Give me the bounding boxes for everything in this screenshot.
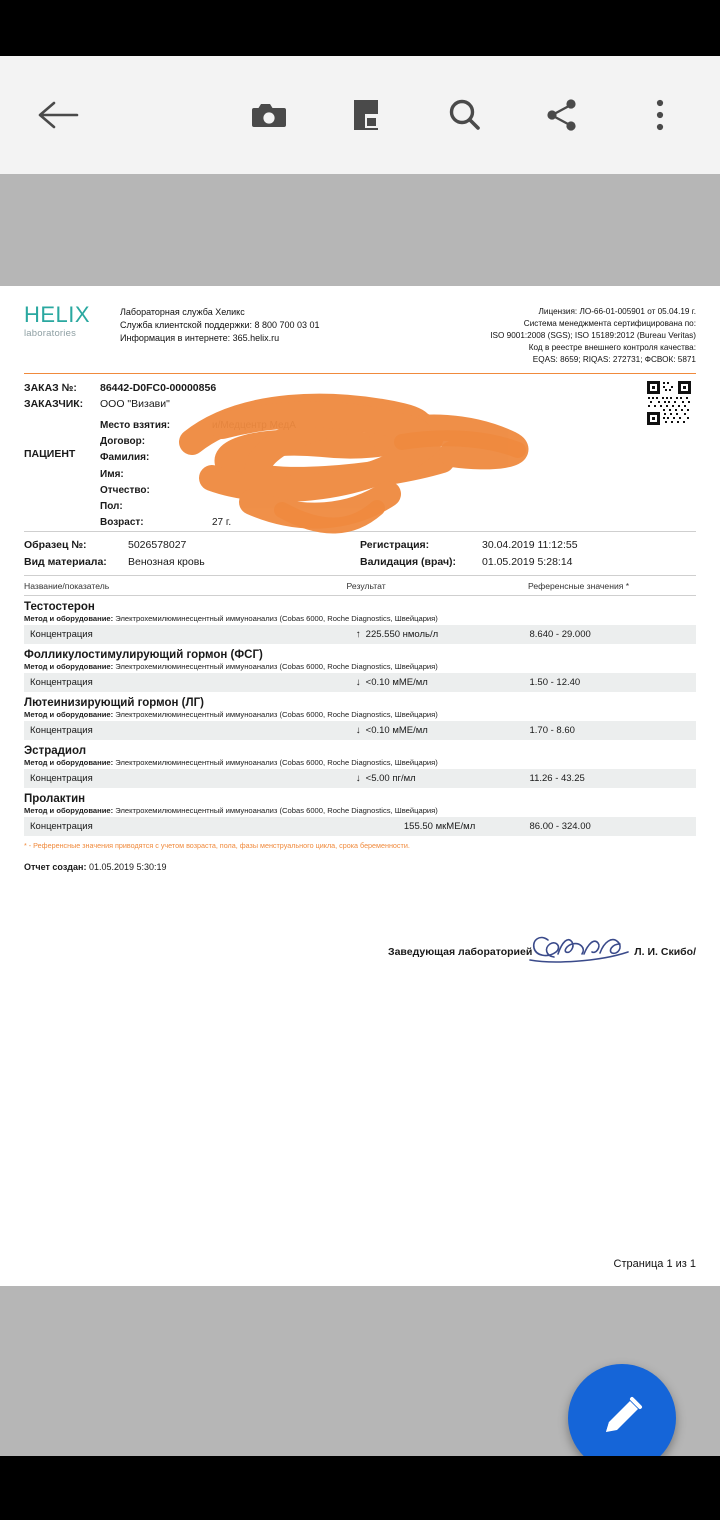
analyte-method [24, 662, 696, 673]
analyte-method-label: Метод и оборудование: [24, 613, 114, 623]
analyte-reference: 1.50 - 12.40 [529, 676, 581, 688]
patient-fields [100, 418, 696, 531]
out-of-range-arrow-down-icon: ↓ [355, 772, 361, 784]
material-label: Вид материала: [24, 556, 107, 569]
camera-icon [248, 99, 288, 131]
lab-certification-info [380, 300, 696, 365]
analyte-title: Фолликулостимулирующий гормон (ФСГ) [24, 648, 263, 661]
analyte-reference: 86.00 - 324.00 [529, 820, 591, 832]
analyte-result: <0.10 мМЕ/мл [365, 724, 428, 736]
customer-label: ЗАКАЗЧИК: [24, 398, 84, 411]
analyte-block [24, 692, 696, 740]
lab-report [0, 286, 720, 958]
cert-line-1: Система менеджмента сертифицирована по: [523, 318, 696, 328]
table-row [24, 721, 696, 740]
analyte-title: Эстрадиол [24, 744, 87, 757]
patient-field-row [100, 515, 696, 531]
sample-block [24, 532, 696, 575]
analyte-method [24, 806, 696, 817]
patient-field-key: Возраст: [100, 517, 144, 529]
patient-field-key: Пол: [100, 500, 123, 512]
patient-field-value [212, 450, 696, 466]
analyte-param: Концентрация [30, 820, 93, 832]
table-row [24, 817, 696, 836]
lab-contact-info [120, 300, 380, 345]
patient-field-row [100, 499, 696, 515]
patient-field-row [100, 450, 696, 466]
more-vertical-icon [655, 98, 665, 132]
patient-field-row [100, 434, 696, 450]
patient-field-key: Имя: [100, 468, 124, 480]
validation-row [360, 554, 696, 571]
lab-website: Информация в интернете: 365.helix.ru [120, 333, 280, 344]
signature-title: Заведующая лабораторией [388, 945, 533, 958]
camera-button[interactable] [246, 93, 290, 137]
system-navigation-bar [0, 1456, 720, 1520]
search-button[interactable] [442, 93, 486, 137]
patient-field-row [100, 483, 696, 499]
analyte-result: 155.50 мкМЕ/мл [403, 820, 476, 832]
back-button[interactable] [28, 100, 88, 130]
analyte-method [24, 614, 696, 625]
patient-field-key: Договор: [100, 436, 146, 448]
patient-field-value [212, 467, 696, 483]
results-table [24, 578, 696, 836]
pencil-edit-icon [596, 1392, 648, 1444]
analyte-method-value: Электрохемилюминесцентный иммуноанализ (Cobas 6000, Roche Diagnostics, Швейцария) [115, 757, 438, 767]
analyte-method [24, 710, 696, 721]
analyte-method-label: Метод и оборудование: [24, 661, 114, 671]
analyte-reference: 1.70 - 8.60 [529, 724, 575, 736]
patient-field-value: 27 г. [212, 517, 232, 529]
validation-label: Валидация (врач): [360, 556, 457, 569]
analyte-title: Лютеинизирующий гормон (ЛГ) [24, 696, 204, 709]
document-page[interactable] [0, 286, 720, 1286]
patient-field-value [212, 499, 696, 515]
patient-field-value [212, 483, 696, 499]
sample-number-row [24, 537, 360, 554]
analyte-block [24, 740, 696, 788]
analyte-param: Концентрация [30, 724, 93, 736]
page-number: Страница 1 из 1 [613, 1258, 696, 1270]
logo-tagline: laboratories [24, 328, 77, 339]
out-of-range-arrow-down-icon: ↓ [355, 676, 361, 688]
patient-field-row [100, 418, 696, 434]
patient-field-key: Место взятия: [100, 419, 171, 431]
customer-value: ООО "Визави" [100, 398, 170, 411]
analyte-method-label: Метод и оборудование: [24, 757, 114, 767]
analyte-method-value: Электрохемилюминесцентный иммуноанализ (Cobas 6000, Roche Diagnostics, Швейцария) [115, 805, 438, 815]
search-icon [446, 97, 482, 133]
table-row [24, 769, 696, 788]
reference-footnote: * - Референсные значения приводятся с учетом возраста, пола, фазы менструального цикла, срока беременности. [24, 840, 410, 850]
out-of-range-arrow-down-icon: ↓ [355, 724, 361, 736]
customer-row [24, 397, 696, 413]
analyte-reference: 8.640 - 29.000 [529, 628, 591, 640]
material-row [24, 554, 360, 571]
report-created-value: 01.05.2019 5:30:19 [88, 861, 167, 872]
analyte-block [24, 596, 696, 644]
analyte-method-value: Электрохемилюминесцентный иммуноанализ (Cobas 6000, Roche Diagnostics, Швейцария) [115, 661, 438, 671]
analyte-method-value: Электрохемилюминесцентный иммуноанализ (Cobas 6000, Roche Diagnostics, Швейцария) [115, 709, 438, 719]
crop-button[interactable] [344, 93, 388, 137]
analyte-method-label: Метод и оборудование: [24, 709, 114, 719]
order-number-value: 86442-D0FC0-00000856 [100, 382, 217, 395]
cert-line-2: ISO 9001:2008 (SGS); ISO 15189:2012 (Bureau Veritas) [490, 330, 696, 340]
table-row [24, 625, 696, 644]
analyte-method-label: Метод и оборудование: [24, 805, 114, 815]
quality-line-2: EQAS: 8659; RIQAS: 272731; ФСВОК: 5871 [532, 354, 696, 364]
analyte-title: Пролактин [24, 792, 86, 805]
quality-line-1: Код в реестре внешнего контроля качества: [528, 342, 696, 352]
sample-number-value: 5026578027 [128, 539, 187, 552]
analyte-reference: 11.26 - 43.25 [529, 772, 585, 784]
more-options-button[interactable] [638, 93, 682, 137]
table-row [24, 673, 696, 692]
table-header-row [24, 578, 696, 596]
sample-divider [24, 575, 696, 576]
analyte-param: Концентрация [30, 772, 93, 784]
order-patient-block [24, 374, 696, 531]
helix-logo [24, 300, 120, 339]
column-header-reference: Референсные значения * [527, 580, 630, 591]
registration-label: Регистрация: [360, 539, 430, 552]
signature-name: Л. И. Скибо/ [634, 945, 696, 958]
registration-value: 30.04.2019 11:12:55 [482, 539, 578, 552]
analyte-param: Концентрация [30, 628, 93, 640]
qr-code [646, 380, 692, 426]
app-toolbar [0, 56, 720, 174]
logo-wordmark: HELIX [24, 302, 91, 327]
patient-field-value: и/Медцентр МедА [212, 419, 296, 431]
report-created-row [24, 850, 696, 872]
validation-value: 01.05.2019 5:28:14 [482, 556, 573, 569]
analyte-title: Тестостерон [24, 600, 95, 613]
lab-name: Лабораторная служба Хеликс [120, 307, 245, 317]
share-button[interactable] [540, 93, 584, 137]
handwritten-signature-icon [528, 930, 632, 964]
analyte-result: <5.00 пг/мл [365, 772, 416, 784]
report-created-label: Отчет создан: [24, 861, 87, 872]
sample-number-label: Образец №: [24, 539, 87, 552]
analyte-method-value: Электрохемилюминесцентный иммуноанализ (Cobas 6000, Roche Diagnostics, Швейцария) [115, 613, 438, 623]
material-value: Венозная кровь [128, 556, 205, 569]
patient-label: ПАЦИЕНТ [24, 447, 76, 460]
signature-block [24, 872, 696, 958]
patient-field-value [212, 434, 696, 450]
patient-section [24, 418, 696, 531]
analyte-block [24, 788, 696, 836]
order-number-row [24, 381, 696, 397]
lab-support-phone: Служба клиентской поддержки: 8 800 700 03 01 [120, 320, 320, 331]
share-icon [545, 98, 579, 132]
patient-field-key: Фамилия: [100, 452, 150, 464]
registration-row [360, 537, 696, 554]
license-line: Лицензия: ЛО-66-01-005901 от 05.04.19 г. [538, 307, 696, 316]
analyte-method [24, 758, 696, 769]
column-header-name: Название/показатель [24, 580, 110, 591]
arrow-left-icon [37, 100, 79, 130]
column-header-result: Результат [346, 580, 386, 591]
analyte-result: 225.550 нмоль/л [365, 628, 439, 640]
document-viewer-canvas[interactable] [0, 174, 720, 1520]
analyte-param: Концентрация [30, 676, 93, 688]
patient-field-key: Отчество: [100, 484, 150, 496]
order-number-label: ЗАКАЗ №: [24, 382, 77, 395]
report-header [24, 286, 696, 365]
analyte-block [24, 644, 696, 692]
crop-document-icon [349, 97, 383, 133]
status-bar [0, 0, 720, 56]
out-of-range-arrow-up-icon: ↑ [355, 628, 361, 640]
patient-field-row [100, 467, 696, 483]
analyte-result: <0.10 мМЕ/мл [365, 676, 428, 688]
